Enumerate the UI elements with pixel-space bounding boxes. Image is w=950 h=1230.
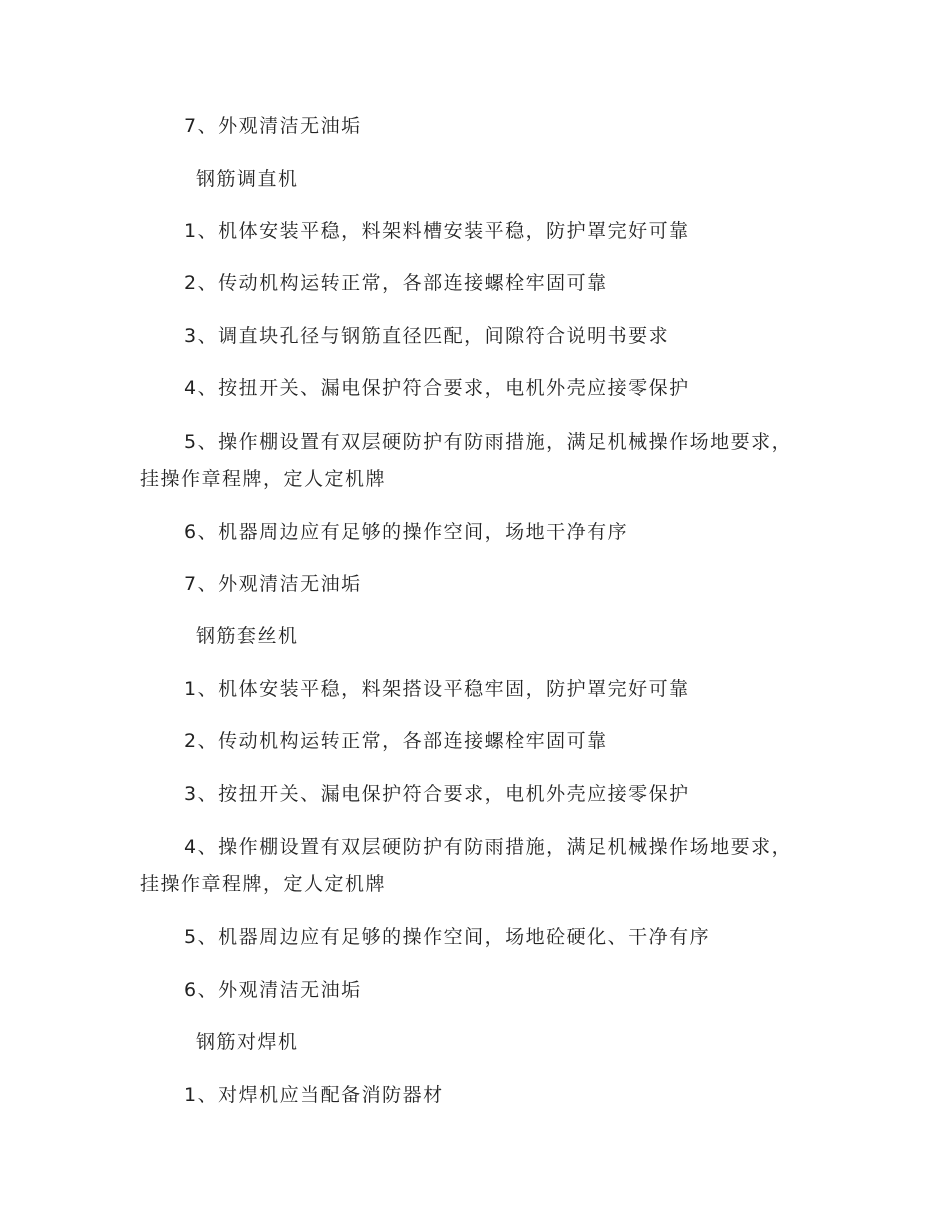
section-heading: 钢筋套丝机 <box>196 625 299 647</box>
paragraph-item: 6、机器周边应有足够的操作空间，场地干净有序 <box>184 521 629 543</box>
paragraph-item: 7、外观清洁无油垢 <box>184 573 362 595</box>
paragraph-item: 1、对焊机应当配备消防器材 <box>184 1084 444 1106</box>
paragraph-item: 4、操作棚设置有双层硬防护有防雨措施，满足机械操作场地要求，挂操作章程牌，定人定机牌 <box>140 836 793 895</box>
paragraph-item: 3、调直块孔径与钢筋直径匹配，间隙符合说明书要求 <box>184 325 670 347</box>
section-heading: 钢筋对焊机 <box>196 1031 299 1053</box>
paragraph-item: 4、按扭开关、漏电保护符合要求，电机外壳应接零保护 <box>184 377 690 399</box>
paragraph-item: 3、按扭开关、漏电保护符合要求，电机外壳应接零保护 <box>184 783 690 805</box>
paragraph-item: 5、操作棚设置有双层硬防护有防雨措施，满足机械操作场地要求，挂操作章程牌，定人定机牌 <box>140 431 793 490</box>
paragraph-item: 5、机器周边应有足够的操作空间，场地砼硬化、干净有序 <box>184 926 711 948</box>
paragraph-item: 2、传动机构运转正常，各部连接螺栓牢固可靠 <box>184 730 608 752</box>
paragraph-item: 7、外观清洁无油垢 <box>184 115 362 137</box>
section-heading: 钢筋调直机 <box>196 168 299 190</box>
paragraph-item: 1、机体安装平稳，料架料槽安装平稳，防护罩完好可靠 <box>184 220 690 242</box>
paragraph-item: 6、外观清洁无油垢 <box>184 979 362 1001</box>
paragraph-item: 1、机体安装平稳，料架搭设平稳牢固，防护罩完好可靠 <box>184 678 690 700</box>
paragraph-item: 2、传动机构运转正常，各部连接螺栓牢固可靠 <box>184 272 608 294</box>
